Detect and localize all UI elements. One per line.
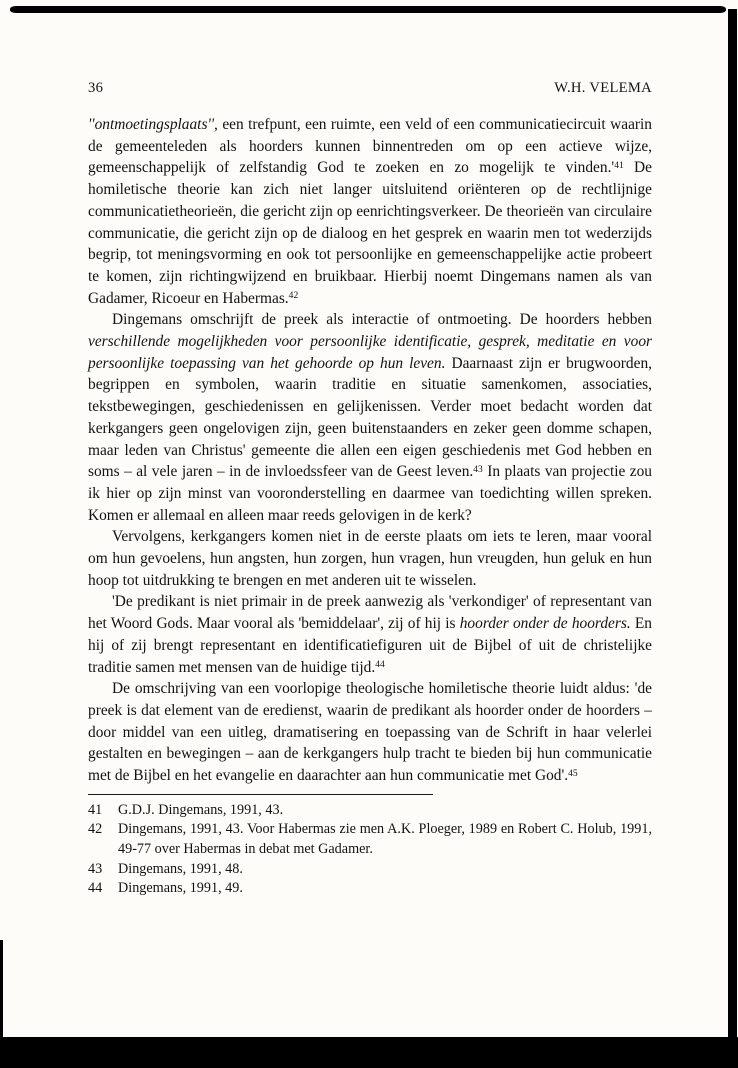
text-run: Vervolgens, kerkgangers komen niet in de eerste plaats om iets te leren, maar vooral om hun gevoelens, hun angsten, hun zorgen, hun vragen, hun vreugden, hun geluk en hun hoop tot uitdrukking te brengen en met anderen uit te wisselen.: [88, 528, 652, 589]
footnote-ref: 42: [288, 290, 299, 302]
running-head-author: W.H. VELEMA: [554, 80, 652, 96]
footnote-ref: 44: [375, 659, 385, 671]
footnote-text: Dingemans, 1991, 48.: [118, 860, 243, 877]
footnote-ref: 41: [614, 160, 624, 172]
footnote: [88, 820, 652, 859]
footnote-ref: 45: [568, 767, 578, 779]
footnote-text: Dingemans, 1991, 43. Voor Habermas zie men A.K. Ploeger, 1989 en Robert C. Holub, 1991, 49-77 over Habermas in debat met Gadamer.: [118, 821, 652, 857]
scan-edge-bottom: [0, 1037, 738, 1068]
footnote-section: [0, 794, 738, 899]
scan-edge-right: [728, 9, 737, 1040]
footnote-number: 42: [88, 821, 103, 838]
text-run: De homiletische theorie kan zich niet langer uitsluitend oriënteren op de rechtlijnige communicatietheorieën, die gericht zijn op eenrichtingsverkeer. De theorieën van circulaire communicatie, die gericht zijn op de dialoog en het gesprek en waarin men tot wederzijds begrip, tot meningsvorming en ook tot persoonlijke en gemeenschappelijke actie probeert te komen, zijn richtingwijzend en bruikbaar. Hierbij noemt Dingemans namen als van Gadamer, Ricoeur en Habermas.: [88, 159, 652, 307]
scan-edge-left: [0, 940, 3, 1040]
footnote-number: 43: [88, 860, 103, 877]
text-run: In plaats van projectie zou ik hier op zijn minst van vooronderstelling en daarmee van toedichting willen spreken. Komen er allemaal en alleen maar reeds gelovigen in de kerk?: [88, 463, 652, 524]
text-run: De omschrijving van een voorlopige theologische homiletische theorie luidt aldus: 'de preek is dat element van de eredienst, waarin de predikant als hoorder onder de hoorders – door middel van een uitleg, dramatisering en toepassing van de Schrift in haar velerlei gestalten en bewegingen – aan de kerkgangers hulp tracht te bieden bij hun communicatie met de Bijbel en het evangelie en daarachter aan hun communicatie met God'.: [88, 680, 652, 785]
body-paragraph: [88, 678, 652, 787]
footnote-number: 44: [88, 880, 103, 897]
footnote-ref: 43: [473, 463, 483, 475]
body-paragraph: [88, 114, 652, 309]
body-paragraph: [88, 591, 652, 678]
footnote-text: G.D.J. Dingemans, 1991, 43.: [118, 801, 284, 818]
body-text: [0, 114, 738, 787]
footnote: [88, 801, 652, 821]
text-run: 'De predikant is niet primair in de preek aanwezig als 'verkondiger' of representant van het Woord Gods. Maar vooral als 'bemiddelaar', zij of hij is: [88, 593, 652, 633]
footnote-rule: [88, 794, 433, 795]
page-number: 36: [88, 80, 104, 96]
body-paragraph: [88, 526, 652, 591]
body-paragraph: [88, 309, 652, 526]
text-run: een trefpunt, een ruimte, een veld of een communicatiecircuit waarin de gemeenteleden als hoorders kunnen binnentreden om op een actieve wijze, gemeenschappelijk of zelfstandig God te zoeken en zo mogelijk te vinden.': [88, 116, 652, 177]
text-run: En hij of zij brengt representant en identificatiefiguren uit de Bijbel of uit de christelijke traditie samen met mensen van de huidige tijd.: [88, 615, 652, 676]
footnote: [88, 860, 652, 880]
emphasized-text: hoorder onder de hoorders.: [459, 615, 631, 633]
text-run: Daarnaast zijn er brugwoorden, begrippen en symbolen, waarin traditie en situatie samenkomen, associaties, tekstbewegingen, geschiedenissen en gelijkenissen. Verder moet bedacht worden dat kerkgangers geen ongelovigen zijn, geen buitenstaanders en zeker geen domme schapen, maar leden van Christus' gemeente die allen een eigen geschiedenis met God hebben en soms – al vele jaren – in de invloedssfeer van de Geest leven.: [88, 354, 652, 481]
running-header: [0, 0, 738, 97]
footnote: [88, 879, 652, 899]
footnote-list: [88, 801, 652, 899]
footnote-text: Dingemans, 1991, 49.: [118, 880, 243, 897]
text-run: Dingemans omschrijft de preek als interactie of ontmoeting. De hoorders hebben: [112, 311, 652, 329]
emphasized-text: verschillende mogelijkheden voor persoonlijke identificatie, gesprek, meditatie en voor persoonlijke toepassing van het gehoorde op hun leven.: [88, 333, 652, 372]
scan-edge-top: [10, 6, 726, 13]
emphasized-text: ''ontmoetingsplaats'',: [88, 116, 218, 133]
footnote-number: 41: [88, 801, 103, 818]
